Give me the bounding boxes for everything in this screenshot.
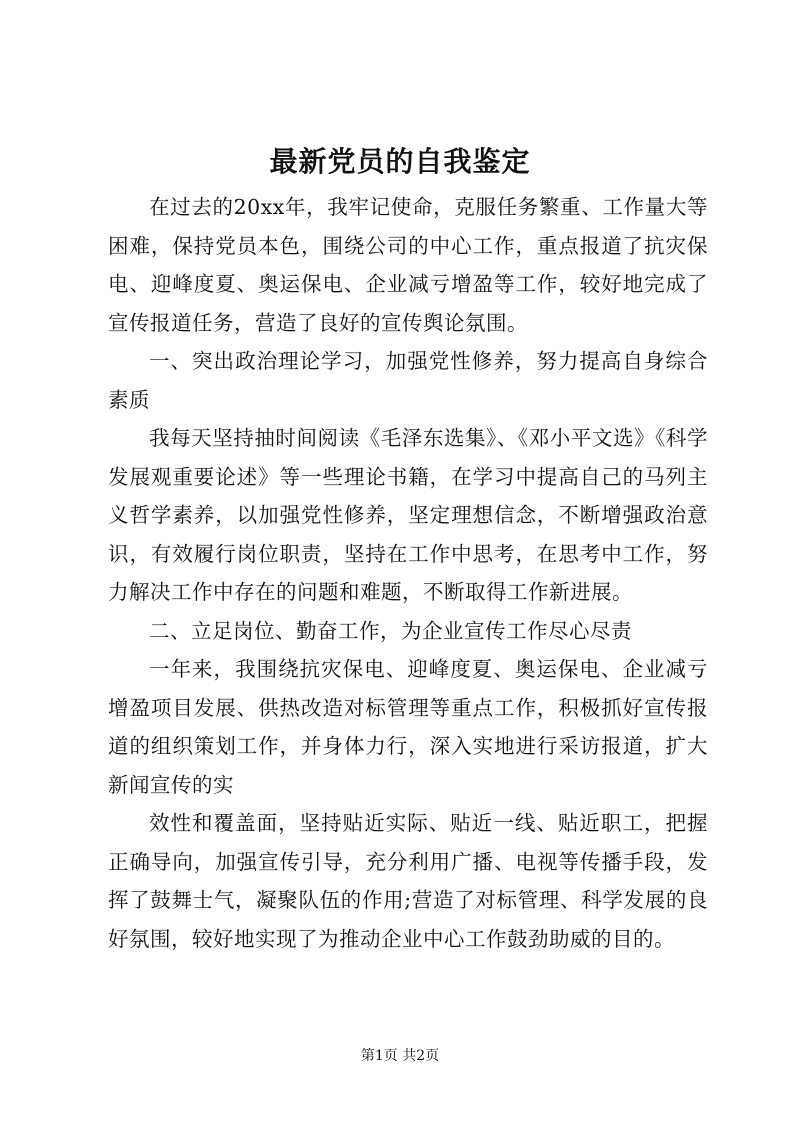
- paragraph-intro: 在过去的20xx年，我牢记使命，克服任务繁重、工作量大等困难，保持党员本色，围绕公司的中心工作，重点报道了抗灾保电、迎峰度夏、奥运保电、企业减亏增盈等工作，较好地完成了宣传报道任务，营造了良好的宣传舆论氛围。: [108, 195, 708, 335]
- document-body: [108, 188, 708, 958]
- paragraph-work: 一年来，我围绕抗灾保电、迎峰度夏、奥运保电、企业减亏增盈项目发展、供热改造对标管理等重点工作，积极抓好宣传报道的组织策划工作，并身体力行，深入实地进行采访报道，扩大新闻宣传的实: [108, 657, 708, 797]
- section-heading-2: 二、立足岗位、勤奋工作，为企业宣传工作尽心尽责: [149, 618, 632, 643]
- section-heading-1: 一、突出政治理论学习，加强党性修养，努力提高自身综合素质: [108, 349, 708, 412]
- paragraph-results: 效性和覆盖面，坚持贴近实际、贴近一线、贴近职工，把握正确导向，加强宣传引导，充分利用广播、电视等传播手段，发挥了鼓舞士气，凝聚队伍的作用;营造了对标管理、科学发展的良好氛围，较好地实现了为推动企业中心工作鼓劲助威的目的。: [108, 811, 708, 951]
- document-title: 最新党员的自我鉴定: [269, 145, 531, 178]
- page-footer: 第1页 共2页: [360, 1048, 440, 1064]
- paragraph-study: 我每天坚持抽时间阅读《毛泽东选集》、《邓小平文选》《科学发展观重要论述》等一些理论书籍，在学习中提高自己的马列主义哲学素养，以加强党性修养，坚定理想信念，不断增强政治意识，有效履行岗位职责，坚持在工作中思考，在思考中工作，努力解决工作中存在的问题和难题，不断取得工作新进展。: [108, 426, 708, 604]
